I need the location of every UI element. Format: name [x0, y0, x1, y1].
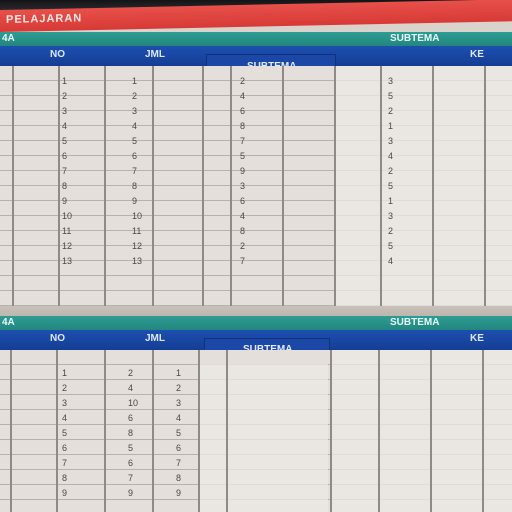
table-cell[interactable]: 5 — [62, 136, 68, 146]
table-cell[interactable]: 8 — [240, 121, 246, 131]
table-cell[interactable]: 5 — [176, 428, 182, 438]
table-cell[interactable]: 11 — [132, 226, 142, 236]
table-cell[interactable]: 4 — [62, 121, 68, 131]
grid-line — [432, 66, 434, 306]
table-cell[interactable]: 1 — [388, 196, 394, 206]
table-cell[interactable]: 3 — [388, 211, 394, 221]
grid-line — [152, 350, 154, 512]
table-cell[interactable]: 9 — [176, 488, 182, 498]
grid-line — [152, 66, 154, 306]
section-label-left: 4A — [2, 33, 15, 44]
table-cell[interactable]: 4 — [62, 413, 68, 423]
table-cell[interactable]: 4 — [132, 121, 138, 131]
grid-line — [104, 66, 106, 306]
table-cell[interactable]: 3 — [388, 76, 394, 86]
table-cell[interactable]: 7 — [62, 166, 68, 176]
grid-line — [56, 350, 58, 512]
section-band-top — [0, 32, 512, 46]
table-cell[interactable]: 8 — [62, 473, 68, 483]
table-cell[interactable]: 5 — [62, 428, 68, 438]
grid-line — [198, 350, 200, 512]
grid-line — [226, 350, 228, 512]
table-cell[interactable]: 5 — [240, 151, 246, 161]
table-cell[interactable]: 1 — [132, 76, 138, 86]
column-header-ke[interactable]: KE — [470, 49, 484, 60]
table-cell[interactable]: 10 — [132, 211, 143, 221]
table-cell[interactable]: 2 — [388, 226, 394, 236]
grid-line — [378, 350, 380, 512]
table-cell[interactable]: 1 — [62, 76, 68, 86]
table-cell[interactable]: 8 — [62, 181, 68, 191]
table-cell[interactable]: 13 — [62, 256, 73, 266]
table-cell[interactable]: 2 — [240, 76, 246, 86]
table-cell[interactable]: 9 — [62, 196, 68, 206]
panel-divider — [0, 306, 512, 316]
table-cell[interactable]: 8 — [176, 473, 182, 483]
table-cell[interactable]: 3 — [388, 136, 394, 146]
grid-line — [330, 350, 332, 512]
table-cell[interactable]: 2 — [240, 241, 246, 251]
table-cell[interactable]: 4 — [176, 413, 182, 423]
table-cell[interactable]: 6 — [176, 443, 182, 453]
column-header-ke[interactable]: KE — [470, 333, 484, 344]
table-cell[interactable]: 12 — [62, 241, 73, 251]
column-header-jml[interactable]: JML — [145, 333, 165, 344]
table-cell[interactable]: 6 — [62, 151, 68, 161]
table-cell[interactable]: 4 — [388, 151, 394, 161]
table-cell[interactable]: 2 — [128, 368, 134, 378]
table-cell[interactable]: 12 — [132, 241, 143, 251]
table-cell[interactable]: 3 — [240, 181, 246, 191]
table-cell[interactable]: 3 — [62, 398, 68, 408]
table-cell[interactable]: 10 — [128, 398, 139, 408]
table-cell[interactable]: 7 — [240, 256, 246, 266]
table-cell[interactable]: 5 — [388, 241, 394, 251]
highlight-range — [200, 364, 328, 512]
section-label-left: 4A — [2, 317, 15, 328]
table-cell[interactable]: 2 — [132, 91, 138, 101]
sheet-grid-bottom[interactable] — [0, 350, 512, 512]
table-cell[interactable]: 1 — [388, 121, 394, 131]
grid-line — [10, 350, 12, 512]
table-cell[interactable]: 7 — [132, 166, 138, 176]
table-cell[interactable]: 3 — [176, 398, 182, 408]
section-band-bottom — [0, 316, 512, 330]
table-cell[interactable]: 3 — [62, 106, 68, 116]
table-cell[interactable]: 2 — [62, 91, 68, 101]
grid-line — [282, 66, 284, 306]
grid-line — [482, 350, 484, 512]
table-cell[interactable]: 7 — [240, 136, 246, 146]
table-cell[interactable]: 6 — [240, 106, 246, 116]
table-cell[interactable]: 6 — [240, 196, 246, 206]
table-cell[interactable]: 9 — [128, 488, 134, 498]
section-label-right: SUBTEMA — [390, 33, 440, 44]
table-cell[interactable]: 4 — [388, 256, 394, 266]
table-cell[interactable]: 8 — [132, 181, 138, 191]
grid-line — [380, 66, 382, 306]
table-cell[interactable]: 13 — [132, 256, 143, 266]
table-cell[interactable]: 5 — [388, 181, 394, 191]
grid-line — [484, 66, 486, 306]
table-cell[interactable]: 2 — [388, 106, 394, 116]
table-cell[interactable]: 4 — [240, 91, 246, 101]
table-cell[interactable]: 4 — [240, 211, 246, 221]
table-cell[interactable]: 7 — [176, 458, 182, 468]
table-cell[interactable]: 7 — [62, 458, 68, 468]
grid-line — [202, 66, 204, 306]
grid-line — [334, 66, 336, 306]
table-cell[interactable]: 3 — [132, 106, 138, 116]
table-cell[interactable]: 5 — [388, 91, 394, 101]
table-cell[interactable]: 9 — [132, 196, 138, 206]
grid-line — [230, 66, 232, 306]
table-cell[interactable]: 4 — [128, 383, 134, 393]
column-header-no[interactable]: NO — [50, 333, 65, 344]
table-cell[interactable]: 11 — [62, 226, 72, 236]
column-header-no[interactable]: NO — [50, 49, 65, 60]
table-cell[interactable]: 2 — [62, 383, 68, 393]
grid-line — [12, 66, 14, 306]
highlight-range — [330, 350, 512, 512]
table-cell[interactable]: 10 — [62, 211, 73, 221]
table-cell[interactable]: 9 — [240, 166, 246, 176]
table-cell[interactable]: 6 — [132, 151, 138, 161]
table-cell[interactable]: 5 — [128, 443, 134, 453]
table-cell[interactable]: 1 — [176, 368, 182, 378]
grid-line — [58, 66, 60, 306]
sheet-grid-top[interactable] — [0, 66, 512, 306]
table-cell[interactable]: 5 — [132, 136, 138, 146]
table-cell[interactable]: 2 — [388, 166, 394, 176]
window-title: PELAJARAN — [6, 12, 83, 26]
table-cell[interactable]: 6 — [62, 443, 68, 453]
table-cell[interactable]: 1 — [62, 368, 68, 378]
table-cell[interactable]: 8 — [128, 428, 134, 438]
table-cell[interactable]: 8 — [240, 226, 246, 236]
section-label-right: SUBTEMA — [390, 317, 440, 328]
table-cell[interactable]: 6 — [128, 413, 134, 423]
column-header-jml[interactable]: JML — [145, 49, 165, 60]
grid-line — [430, 350, 432, 512]
table-cell[interactable]: 2 — [176, 383, 182, 393]
grid-line — [104, 350, 106, 512]
table-cell[interactable]: 9 — [62, 488, 68, 498]
table-cell[interactable]: 6 — [128, 458, 134, 468]
table-cell[interactable]: 7 — [128, 473, 134, 483]
